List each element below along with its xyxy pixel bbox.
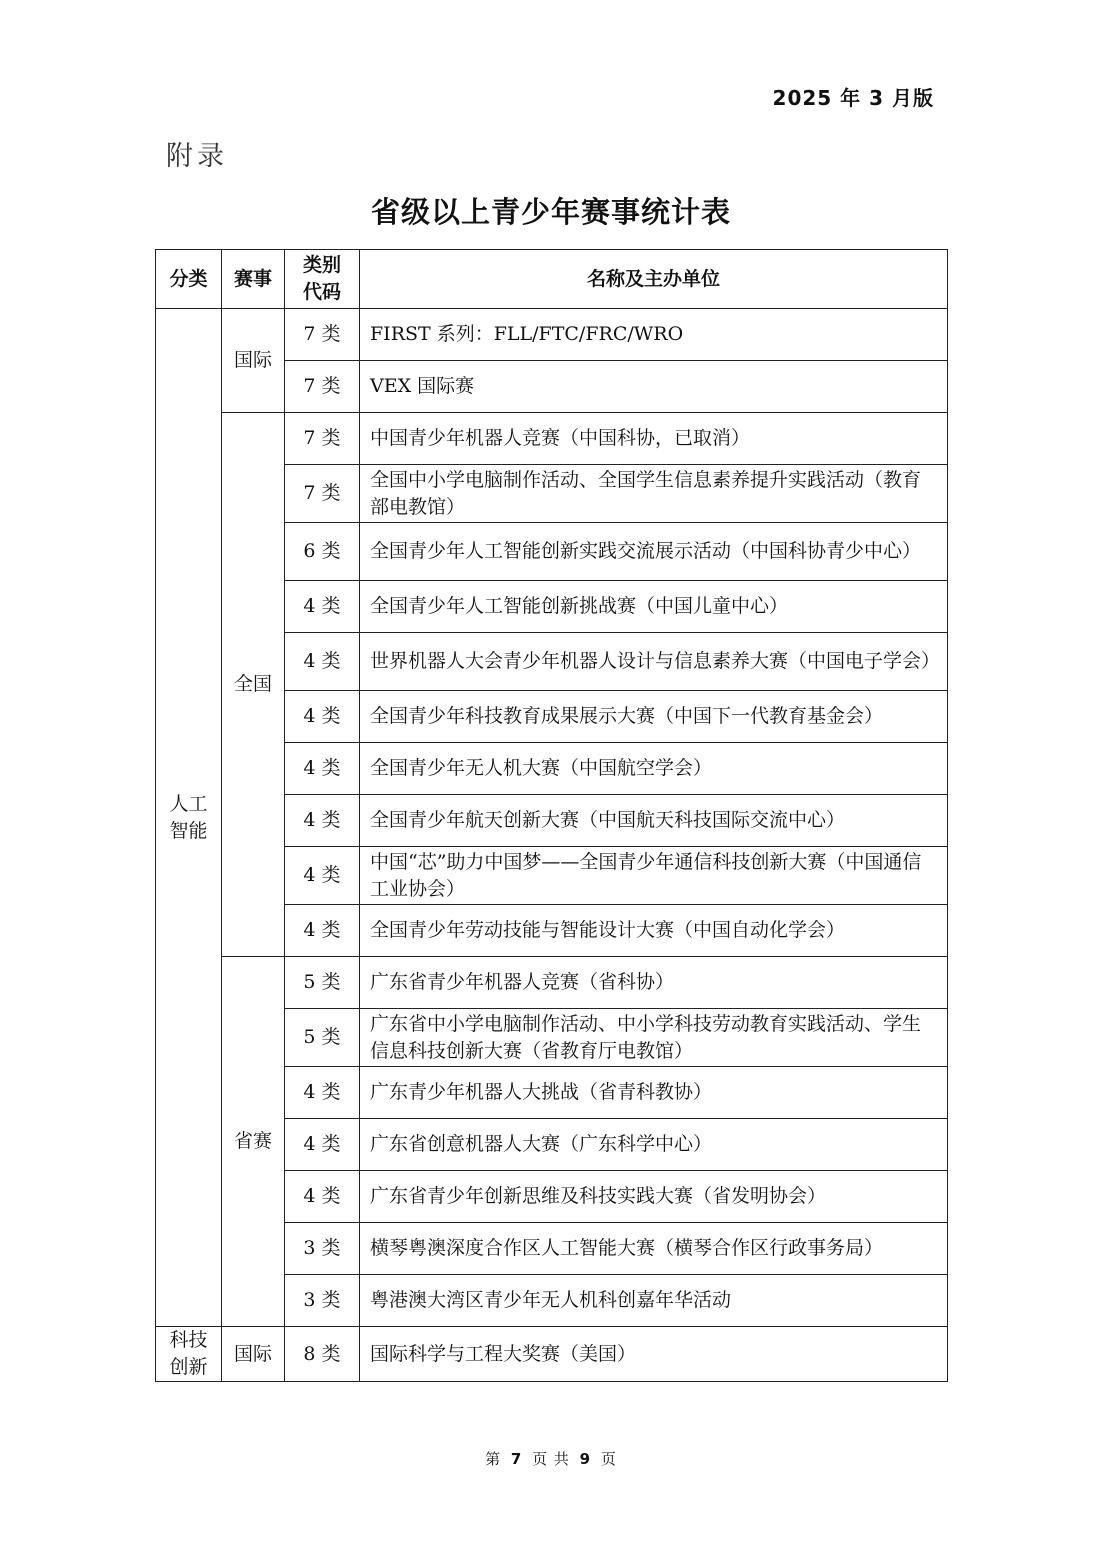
name-cell: 广东省青少年机器人竞赛（省科协） <box>360 957 948 1009</box>
code-cell: 4 类 <box>285 691 360 743</box>
footer-middle: 页 共 <box>532 1450 570 1468</box>
code-cell: 3 类 <box>285 1275 360 1327</box>
name-cell: 广东青少年机器人大挑战（省青科教协） <box>360 1067 948 1119</box>
page-footer <box>0 1448 1102 1469</box>
name-cell: 广东省中小学电脑制作活动、中小学科技劳动教育实践活动、学生信息科技创新大赛（省教育厅电教馆） <box>360 1009 948 1067</box>
category-tech: 科技创新 <box>156 1327 222 1382</box>
footer-suffix: 页 <box>600 1450 617 1468</box>
name-cell: 国际科学与工程大奖赛（美国） <box>360 1327 948 1382</box>
name-cell: 全国青少年劳动技能与智能设计大赛（中国自动化学会） <box>360 905 948 957</box>
event-provincial: 省赛 <box>222 957 285 1327</box>
code-cell: 4 类 <box>285 847 360 905</box>
category-ai: 人工智能 <box>156 309 222 1327</box>
code-cell: 4 类 <box>285 1171 360 1223</box>
name-cell: 全国青少年人工智能创新实践交流展示活动（中国科协青少中心） <box>360 523 948 581</box>
header-name: 名称及主办单位 <box>360 250 948 309</box>
name-cell: 全国青少年无人机大赛（中国航空学会） <box>360 743 948 795</box>
code-cell: 7 类 <box>285 465 360 523</box>
name-cell: 广东省青少年创新思维及科技实践大赛（省发明协会） <box>360 1171 948 1223</box>
version-label: 2025 年 3 月版 <box>772 86 934 110</box>
table-header-row <box>156 250 948 309</box>
name-cell: 全国青少年科技教育成果展示大赛（中国下一代教育基金会） <box>360 691 948 743</box>
name-cell: 中国青少年机器人竞赛（中国科协，已取消） <box>360 413 948 465</box>
table-row <box>156 1327 948 1382</box>
table-row <box>156 413 948 465</box>
event-international-2: 国际 <box>222 1327 285 1382</box>
code-cell: 6 类 <box>285 523 360 581</box>
code-cell: 5 类 <box>285 957 360 1009</box>
header-category: 分类 <box>156 250 222 309</box>
name-cell: 中国“芯”助力中国梦——全国青少年通信科技创新大赛（中国通信工业协会） <box>360 847 948 905</box>
footer-total-pages: 9 <box>579 1450 592 1468</box>
name-cell: 世界机器人大会青少年机器人设计与信息素养大赛（中国电子学会） <box>360 633 948 691</box>
code-cell: 7 类 <box>285 413 360 465</box>
name-cell: 全国中小学电脑制作活动、全国学生信息素养提升实践活动（教育部电教馆） <box>360 465 948 523</box>
code-cell: 4 类 <box>285 743 360 795</box>
footer-prefix: 第 <box>485 1450 502 1468</box>
code-cell: 4 类 <box>285 581 360 633</box>
footer-page-number: 7 <box>510 1450 523 1468</box>
name-cell: 粤港澳大湾区青少年无人机科创嘉年华活动 <box>360 1275 948 1327</box>
code-cell: 5 类 <box>285 1009 360 1067</box>
name-cell: VEX 国际赛 <box>360 361 948 413</box>
code-cell: 3 类 <box>285 1223 360 1275</box>
table-row <box>156 957 948 1009</box>
table-row <box>156 309 948 361</box>
code-cell: 4 类 <box>285 795 360 847</box>
code-cell: 4 类 <box>285 1067 360 1119</box>
page-title: 省级以上青少年赛事统计表 <box>370 195 731 229</box>
header-event: 赛事 <box>222 250 285 309</box>
competition-table <box>155 249 948 1382</box>
name-cell: 广东省创意机器人大赛（广东科学中心） <box>360 1119 948 1171</box>
appendix-label: 附录 <box>166 141 228 172</box>
code-cell: 4 类 <box>285 633 360 691</box>
name-cell: 横琴粤澳深度合作区人工智能大赛（横琴合作区行政事务局） <box>360 1223 948 1275</box>
code-cell: 7 类 <box>285 361 360 413</box>
name-cell: FIRST 系列：FLL/FTC/FRC/WRO <box>360 309 948 361</box>
name-cell: 全国青少年人工智能创新挑战赛（中国儿童中心） <box>360 581 948 633</box>
code-cell: 7 类 <box>285 309 360 361</box>
header-code: 类别代码 <box>285 250 360 309</box>
code-cell: 8 类 <box>285 1327 360 1382</box>
code-cell: 4 类 <box>285 1119 360 1171</box>
event-international: 国际 <box>222 309 285 413</box>
code-cell: 4 类 <box>285 905 360 957</box>
event-national: 全国 <box>222 413 285 957</box>
name-cell: 全国青少年航天创新大赛（中国航天科技国际交流中心） <box>360 795 948 847</box>
